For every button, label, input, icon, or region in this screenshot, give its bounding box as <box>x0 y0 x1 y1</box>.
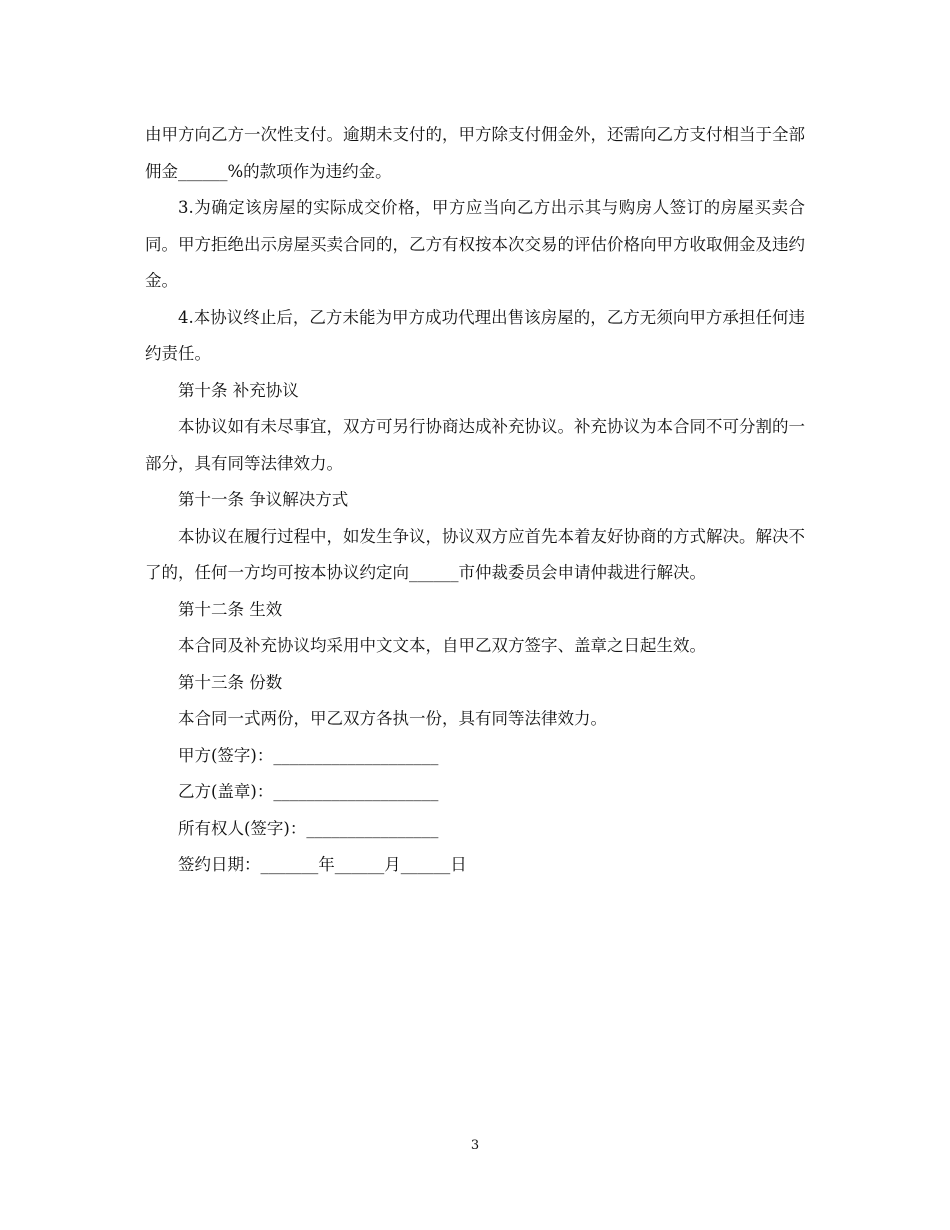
heading-article-13: 第十三条 份数 <box>178 672 283 692</box>
paragraph-article-10: 本协议如有未尽事宜，双方可另行协商达成补充协议。补充协议为本合同不可分割的一部分，具有同等法律效力。 <box>145 417 805 473</box>
paragraph-clause-3: 3.为确定该房屋的实际成交价格，甲方应当向乙方出示其与购房人签订的房屋买卖合同。甲方拒绝出示房屋买卖合同的，乙方有权按本次交易的评估价格向甲方收取佣金及违约金。 <box>145 198 805 290</box>
paragraph-payment-penalty: 由甲方向乙方一次性支付。逾期未支付的，甲方除支付佣金外，还需向乙方支付相当于全部佣金______%的款项作为违约金。 <box>145 125 805 181</box>
heading-article-11: 第十一条 争议解决方式 <box>178 490 349 509</box>
heading-article-10: 第十条 补充协议 <box>178 380 299 400</box>
document-body <box>145 117 805 884</box>
signature-party-b: 乙方(盖章)：____________________ <box>178 782 439 801</box>
signature-party-a: 甲方(签字)：____________________ <box>178 745 439 765</box>
signature-owner: 所有权人(签字)：________________ <box>178 818 439 838</box>
paragraph-article-12: 本合同及补充协议均采用中文文本，自甲乙双方签字、盖章之日起生效。 <box>178 636 706 655</box>
paragraph-clause-4: 4.本协议终止后，乙方未能为甲方成功代理出售该房屋的，乙方无须向甲方承担任何违约责任。 <box>145 307 805 363</box>
heading-article-12: 第十二条 生效 <box>178 599 283 619</box>
page-number: 3 <box>470 1138 480 1153</box>
paragraph-article-11: 本协议在履行过程中，如发生争议，协议双方应首先本着友好协商的方式解决。解决不了的，任何一方均可按本协议约定向______市仲裁委员会申请仲裁进行解决。 <box>145 526 805 582</box>
paragraph-article-13: 本合同一式两份，甲乙双方各执一份，具有同等法律效力。 <box>178 709 607 728</box>
signing-date: 签约日期：_______年______月______日 <box>178 855 467 874</box>
